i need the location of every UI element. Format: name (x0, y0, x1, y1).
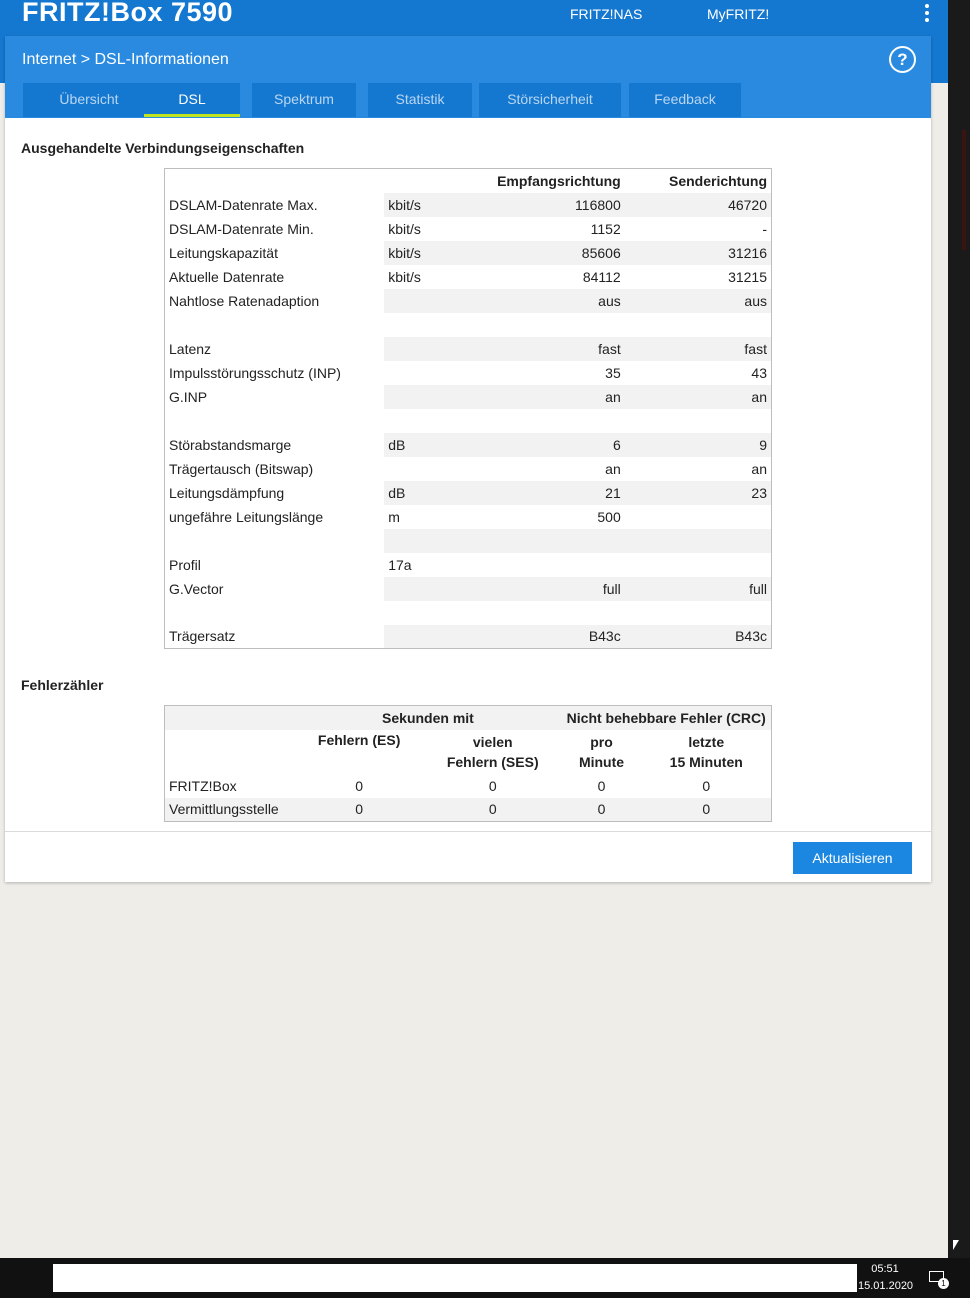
row-value-tx (625, 409, 772, 433)
row-label: G.INP (165, 385, 385, 409)
refresh-button[interactable]: Aktualisieren (793, 842, 912, 874)
row-label: Leitungsdämpfung (165, 481, 385, 505)
window-edge (948, 0, 970, 1258)
row-value-rx (484, 529, 625, 553)
row-unit (384, 337, 484, 361)
table-header-row (165, 706, 772, 730)
row-unit: kbit/s (384, 193, 484, 217)
group-header-seconds: Sekunden mit (294, 706, 561, 730)
row-unit: m (388, 508, 400, 525)
row-value-rx: 84112 (582, 268, 621, 285)
row-value-tx (625, 601, 772, 625)
row-value-rx: an (484, 385, 625, 409)
tab-spektrum[interactable]: Spektrum (252, 83, 356, 117)
row-value-tx (625, 313, 772, 337)
row-value-tx (625, 505, 772, 529)
row-label: ungefähre Leitungslänge (169, 508, 324, 525)
row-value-tx: B43c (625, 625, 772, 649)
taskbar (0, 1258, 970, 1298)
col-header-rx: Empfangsrichtung (497, 172, 621, 189)
row-ses: 0 (424, 798, 562, 822)
brand-title[interactable]: FRITZ!Box 7590 (22, 0, 234, 27)
row-label: Störabstandsmarge (165, 433, 385, 457)
row-value-tx (625, 553, 772, 577)
row-label: Profil (169, 556, 201, 573)
table-row (165, 217, 772, 241)
row-unit: kbit/s (388, 268, 421, 285)
row-value-tx: aus (625, 289, 772, 313)
row-crc-15min: 0 (641, 798, 771, 822)
row-value-tx: 9 (625, 433, 772, 457)
row-label: Trägersatz (165, 625, 385, 649)
row-label: Leitungskapazität (165, 241, 385, 265)
row-unit (384, 625, 484, 649)
error-counter-table (164, 705, 772, 822)
col-header-tx: Senderichtung (668, 172, 767, 189)
row-value-rx: B43c (484, 625, 625, 649)
row-value-tx: 23 (625, 481, 772, 505)
row-unit: 17a (388, 556, 412, 573)
table-row (165, 337, 772, 361)
row-unit (384, 409, 484, 433)
row-label: Aktuelle Datenrate (169, 268, 285, 285)
clock-time: 05:51 (871, 1263, 899, 1275)
table-row (165, 601, 772, 625)
section-title-connection: Ausgehandelte Verbindungseigenschaften (21, 140, 305, 156)
row-value-tx: an (751, 460, 767, 477)
table-row (165, 625, 772, 649)
row-value-rx: 21 (484, 481, 625, 505)
row-value-rx: 35 (605, 364, 621, 381)
subheader-ses: vielen Fehlern (SES) (446, 733, 539, 770)
row-label: Vermittlungsstelle (165, 798, 295, 822)
row-unit (384, 313, 484, 337)
row-crc-minute: 0 (562, 798, 642, 822)
tab-dsl[interactable]: DSL (144, 83, 240, 117)
row-value-rx: 85606 (484, 241, 625, 265)
subheader-es: Fehlern (ES) (317, 731, 401, 748)
table-row (165, 385, 772, 409)
fritz-nas-link[interactable]: FRITZ!NAS (570, 6, 643, 22)
panel-header (5, 36, 931, 118)
row-label (165, 601, 385, 625)
row-value-tx: full (625, 577, 772, 601)
table-row (165, 265, 772, 289)
row-label: DSLAM-Datenrate Min. (169, 220, 314, 237)
table-row (165, 798, 772, 822)
mouse-cursor-icon (953, 1240, 959, 1250)
table-subheader-row (165, 730, 772, 774)
table-row (165, 433, 772, 457)
row-unit (384, 361, 484, 385)
row-value-rx: an (605, 460, 621, 477)
row-value-tx: 46720 (625, 193, 772, 217)
row-value-rx (484, 313, 625, 337)
clock-date: 15.01.2020 (858, 1280, 914, 1292)
myfritz-link[interactable]: MyFRITZ! (707, 6, 770, 22)
breadcrumb: Internet > DSL-Informationen (22, 51, 229, 68)
row-unit: kbit/s (388, 220, 421, 237)
row-label: G.Vector (165, 577, 385, 601)
row-es: 0 (355, 777, 364, 794)
tab-stoersicherheit[interactable]: Störsicherheit (479, 83, 621, 117)
notification-icon[interactable] (929, 1270, 949, 1286)
row-value-tx: an (625, 385, 772, 409)
taskbar-search-input[interactable] (53, 1264, 857, 1292)
row-value-tx: 31216 (625, 241, 772, 265)
table-row (165, 289, 772, 313)
row-unit: dB (384, 481, 484, 505)
row-label: DSLAM-Datenrate Max. (165, 193, 385, 217)
group-header-crc: Nicht behebbare Fehler (CRC) (562, 706, 772, 730)
table-row (165, 505, 772, 529)
row-value-rx: 116800 (484, 193, 625, 217)
row-value-tx: fast (625, 337, 772, 361)
row-value-rx (484, 409, 625, 433)
row-unit (384, 529, 484, 553)
table-header-row (165, 169, 772, 193)
row-value-rx: 500 (597, 508, 621, 525)
table-row (165, 774, 772, 798)
tab-statistik[interactable]: Statistik (368, 83, 472, 117)
connection-properties-table (164, 168, 772, 649)
row-value-rx (484, 553, 625, 577)
table-row (165, 577, 772, 601)
row-label: FRITZ!Box (169, 777, 237, 794)
menu-kebab-icon[interactable] (920, 4, 934, 24)
row-value-rx: 6 (484, 433, 625, 457)
section-title-errors: Fehlerzähler (21, 677, 104, 693)
row-value-rx: full (484, 577, 625, 601)
subheader-last-15-min: letzte 15 Minuten (669, 733, 743, 770)
table-row (165, 241, 772, 265)
row-ses: 0 (488, 777, 497, 794)
row-value-rx: fast (484, 337, 625, 361)
table-row (165, 457, 772, 481)
row-unit (384, 577, 484, 601)
row-es: 0 (294, 798, 424, 822)
table-row (165, 313, 772, 337)
row-unit (384, 289, 484, 313)
table-row (165, 553, 772, 577)
row-crc-minute: 0 (597, 777, 606, 794)
row-value-tx (625, 529, 772, 553)
table-row (165, 409, 772, 433)
row-value-tx: 31215 (728, 268, 767, 285)
notification-badge: 1 (938, 1278, 949, 1289)
row-label: Nahtlose Ratenadaption (165, 289, 385, 313)
row-unit: dB (384, 433, 484, 457)
row-label (165, 529, 385, 553)
row-value-rx (484, 601, 625, 625)
tab-uebersicht[interactable]: Übersicht (23, 83, 155, 117)
row-unit (384, 457, 484, 481)
help-icon[interactable]: ? (889, 46, 916, 73)
table-row (165, 529, 772, 553)
row-label (165, 409, 385, 433)
table-row (165, 193, 772, 217)
row-label: Impulsstörungsschutz (INP) (169, 364, 341, 381)
row-label: Latenz (165, 337, 385, 361)
taskbar-clock[interactable] (858, 1261, 912, 1295)
row-unit (384, 601, 484, 625)
row-value-tx: 43 (751, 364, 767, 381)
row-unit (384, 385, 484, 409)
row-label (165, 313, 385, 337)
subheader-per-minute: pro Minute (578, 733, 625, 770)
row-value-tx: - (762, 220, 767, 237)
table-row (165, 481, 772, 505)
row-crc-15min: 0 (702, 777, 711, 794)
row-value-rx: 1152 (590, 220, 621, 237)
table-row (165, 361, 772, 385)
tab-feedback[interactable]: Feedback (629, 83, 741, 117)
row-value-rx: aus (484, 289, 625, 313)
row-unit: kbit/s (384, 241, 484, 265)
divider (5, 831, 931, 832)
row-label: Trägertausch (Bitswap) (169, 460, 314, 477)
